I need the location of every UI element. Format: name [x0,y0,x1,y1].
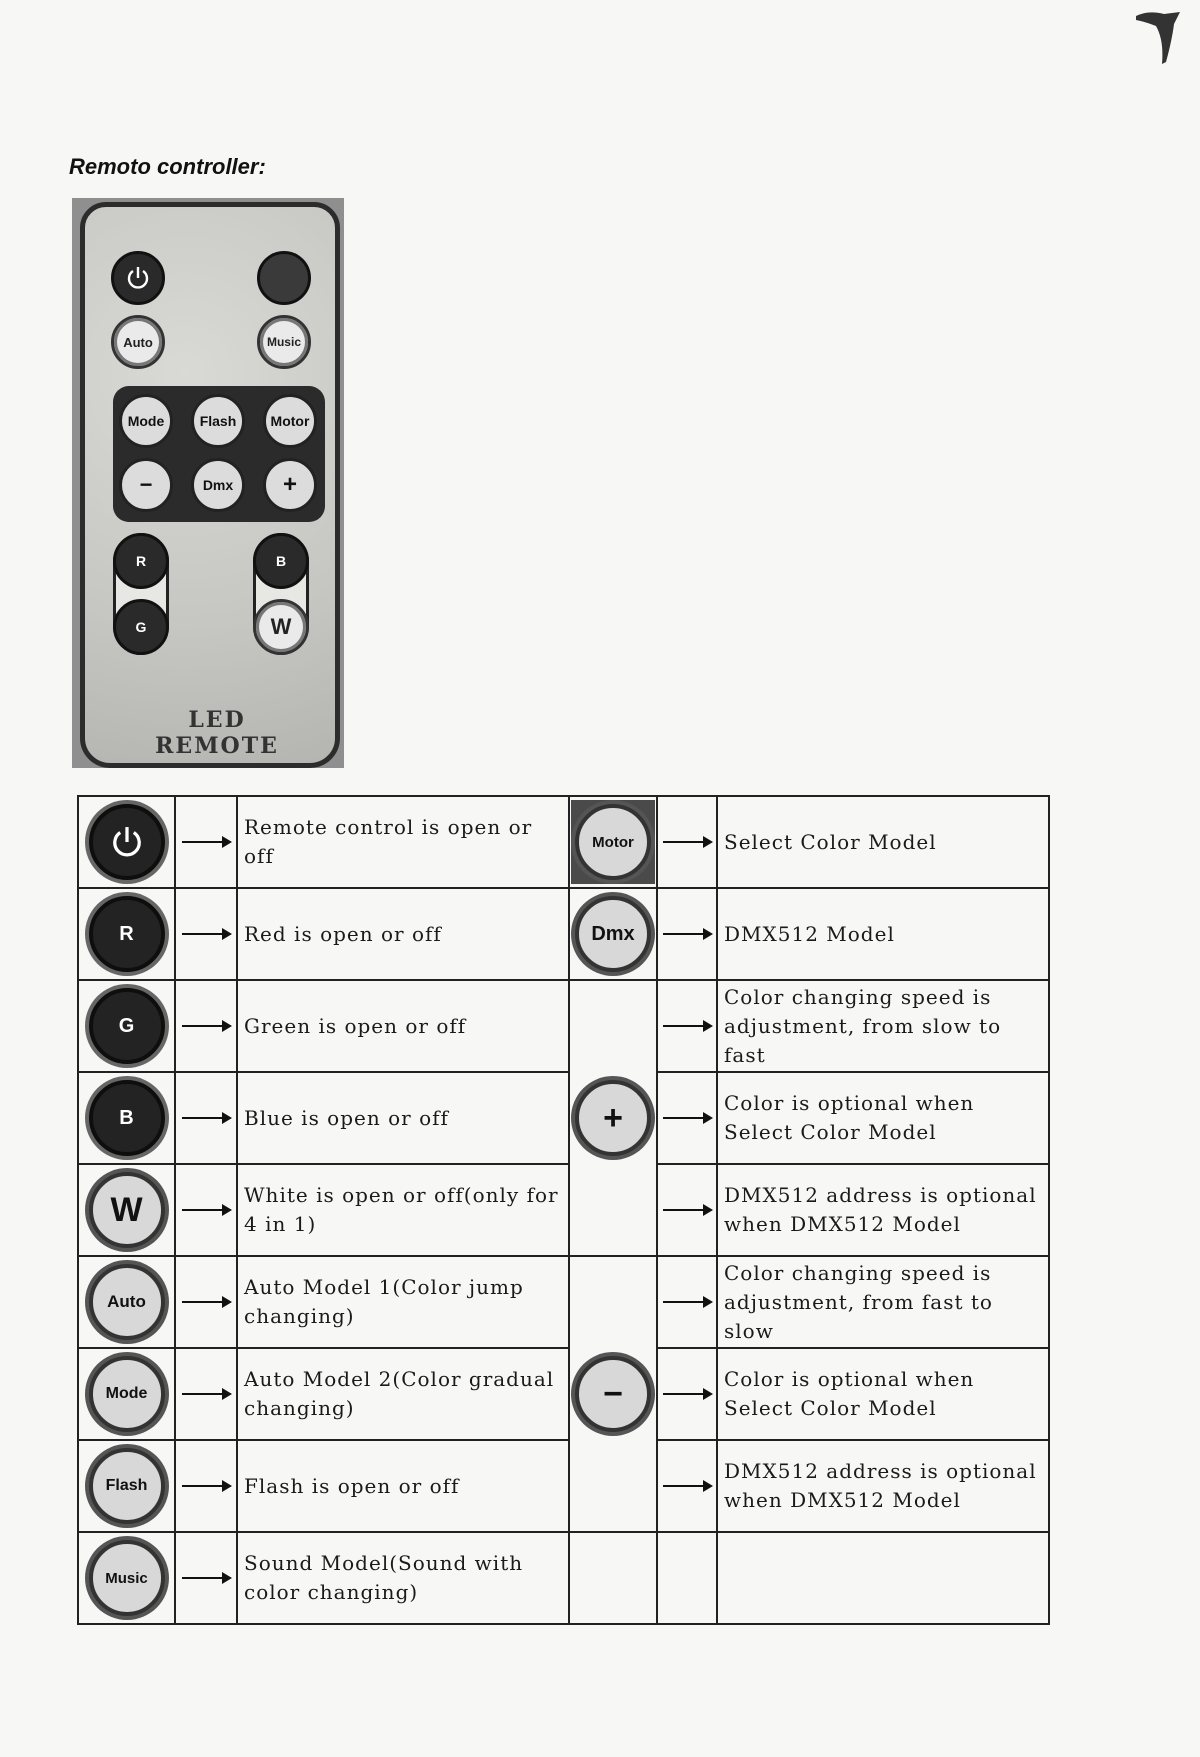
remote-rg-pill [113,533,169,655]
left-icon-cell [78,1256,175,1348]
arrow-right-icon [182,841,230,843]
arrow-right-icon [182,1209,230,1211]
arrow-right-icon [663,1301,711,1303]
corner-mark-icon [1134,6,1182,66]
function-description: Sound Model(Sound with color changing) [237,1532,569,1624]
remote-music-button: Music [257,315,311,369]
arrow-right-icon [182,1301,230,1303]
function-description: Auto Model 2(Color gradual changing) [237,1348,569,1440]
remote-blank-button [257,251,311,305]
function-description: Select Color Model [717,796,1049,888]
mode-button-icon: Mode [89,1356,165,1432]
table-row [78,980,1049,1072]
table-row [78,1072,1049,1164]
arrow-right-icon [663,1485,711,1487]
w-button-icon: W [89,1172,165,1248]
arrow-cell [657,1072,717,1164]
table-row [78,1164,1049,1256]
page-heading: Remoto controller: [69,154,266,179]
arrow-right-icon [182,1485,230,1487]
left-icon-cell [78,888,175,980]
remote-bw-pill [253,533,309,655]
function-description: Color is optional when Select Color Model [717,1072,1049,1164]
arrow-cell [657,796,717,888]
remote-controller-photo [72,198,344,768]
power-icon [124,264,152,292]
remote-minus-button: − [119,458,173,512]
left-icon-cell [78,1440,175,1532]
arrow-cell [657,1440,717,1532]
arrow-cell [657,980,717,1072]
left-icon-cell [78,1348,175,1440]
function-description: Auto Model 1(Color jump changing) [237,1256,569,1348]
remote-plus-button: + [263,458,317,512]
remote-brand-label: LED REMOTE [155,707,279,759]
table-row [78,1348,1049,1440]
arrow-cell-empty [657,1532,717,1624]
arrow-right-icon [182,1025,230,1027]
auto-button-icon: Auto [89,1264,165,1340]
arrow-cell [657,888,717,980]
arrow-cell [175,1072,237,1164]
function-description: Color changing speed is adjustment, from fast to slow [717,1256,1049,1348]
arrow-cell [657,1256,717,1348]
right-icon-cell [569,888,657,980]
power-symbol-icon [108,823,146,861]
remote-b-button: B [253,533,309,589]
remote-flash-button: Flash [191,394,245,448]
arrow-right-icon [663,1025,711,1027]
function-description: Flash is open or off [237,1440,569,1532]
remote-g-button: G [113,599,169,655]
dmx-button-icon: Dmx [575,896,651,972]
arrow-cell [175,1348,237,1440]
table-row [78,1440,1049,1532]
table-row [78,1532,1049,1624]
arrow-cell [175,980,237,1072]
remote-control-pad [113,386,325,522]
left-icon-cell [78,1532,175,1624]
right-icon-cell [569,980,657,1256]
arrow-right-icon [182,933,230,935]
remote-dmx-button: Dmx [191,458,245,512]
arrow-right-icon [182,1577,230,1579]
function-description: DMX512 address is optional when DMX512 Model [717,1440,1049,1532]
arrow-right-icon [182,1393,230,1395]
function-description: Color is optional when Select Color Model [717,1348,1049,1440]
arrow-right-icon [663,1117,711,1119]
table-row [78,796,1049,888]
arrow-cell [657,1164,717,1256]
music-button-icon: Music [89,1540,165,1616]
function-description: White is open or off(only for 4 in 1) [237,1164,569,1256]
arrow-cell [175,1164,237,1256]
function-description: Blue is open or off [237,1072,569,1164]
arrow-right-icon [182,1117,230,1119]
right-icon-cell [569,796,657,888]
arrow-right-icon [663,1393,711,1395]
remote-motor-button: Motor [263,394,317,448]
left-icon-cell [78,1072,175,1164]
arrow-cell [175,888,237,980]
arrow-right-icon [663,841,711,843]
remote-w-button: W [253,599,309,655]
arrow-cell [175,1440,237,1532]
remote-r-button: R [113,533,169,589]
remote-mode-button: Mode [119,394,173,448]
b-button-icon: B [89,1080,165,1156]
right-icon-cell-empty [569,1532,657,1624]
left-icon-cell [78,1164,175,1256]
motor-button-icon: Motor [575,804,651,880]
left-icon-cell [78,796,175,888]
function-description: Red is open or off [237,888,569,980]
minus-button-icon: − [575,1356,651,1432]
arrow-cell [175,796,237,888]
arrow-right-icon [663,933,711,935]
button-function-table [77,795,1050,1625]
function-description: DMX512 Model [717,888,1049,980]
table-row [78,888,1049,980]
arrow-cell [175,1256,237,1348]
r-button-icon: R [89,896,165,972]
plus-button-icon: + [575,1080,651,1156]
function-description: Color changing speed is adjustment, from slow to fast [717,980,1049,1072]
right-icon-cell [569,1256,657,1532]
function-description: Green is open or off [237,980,569,1072]
power-icon [89,804,165,880]
table-row [78,1256,1049,1348]
arrow-cell [657,1348,717,1440]
remote-body [80,202,340,768]
function-description-empty [717,1532,1049,1624]
function-description: DMX512 address is optional when DMX512 Model [717,1164,1049,1256]
arrow-right-icon [663,1209,711,1211]
remote-power-button [111,251,165,305]
left-icon-cell [78,980,175,1072]
motor-button-frame [571,800,655,884]
arrow-cell [175,1532,237,1624]
function-description: Remote control is open or off [237,796,569,888]
flash-button-icon: Flash [89,1448,165,1524]
remote-auto-button: Auto [111,315,165,369]
g-button-icon: G [89,988,165,1064]
